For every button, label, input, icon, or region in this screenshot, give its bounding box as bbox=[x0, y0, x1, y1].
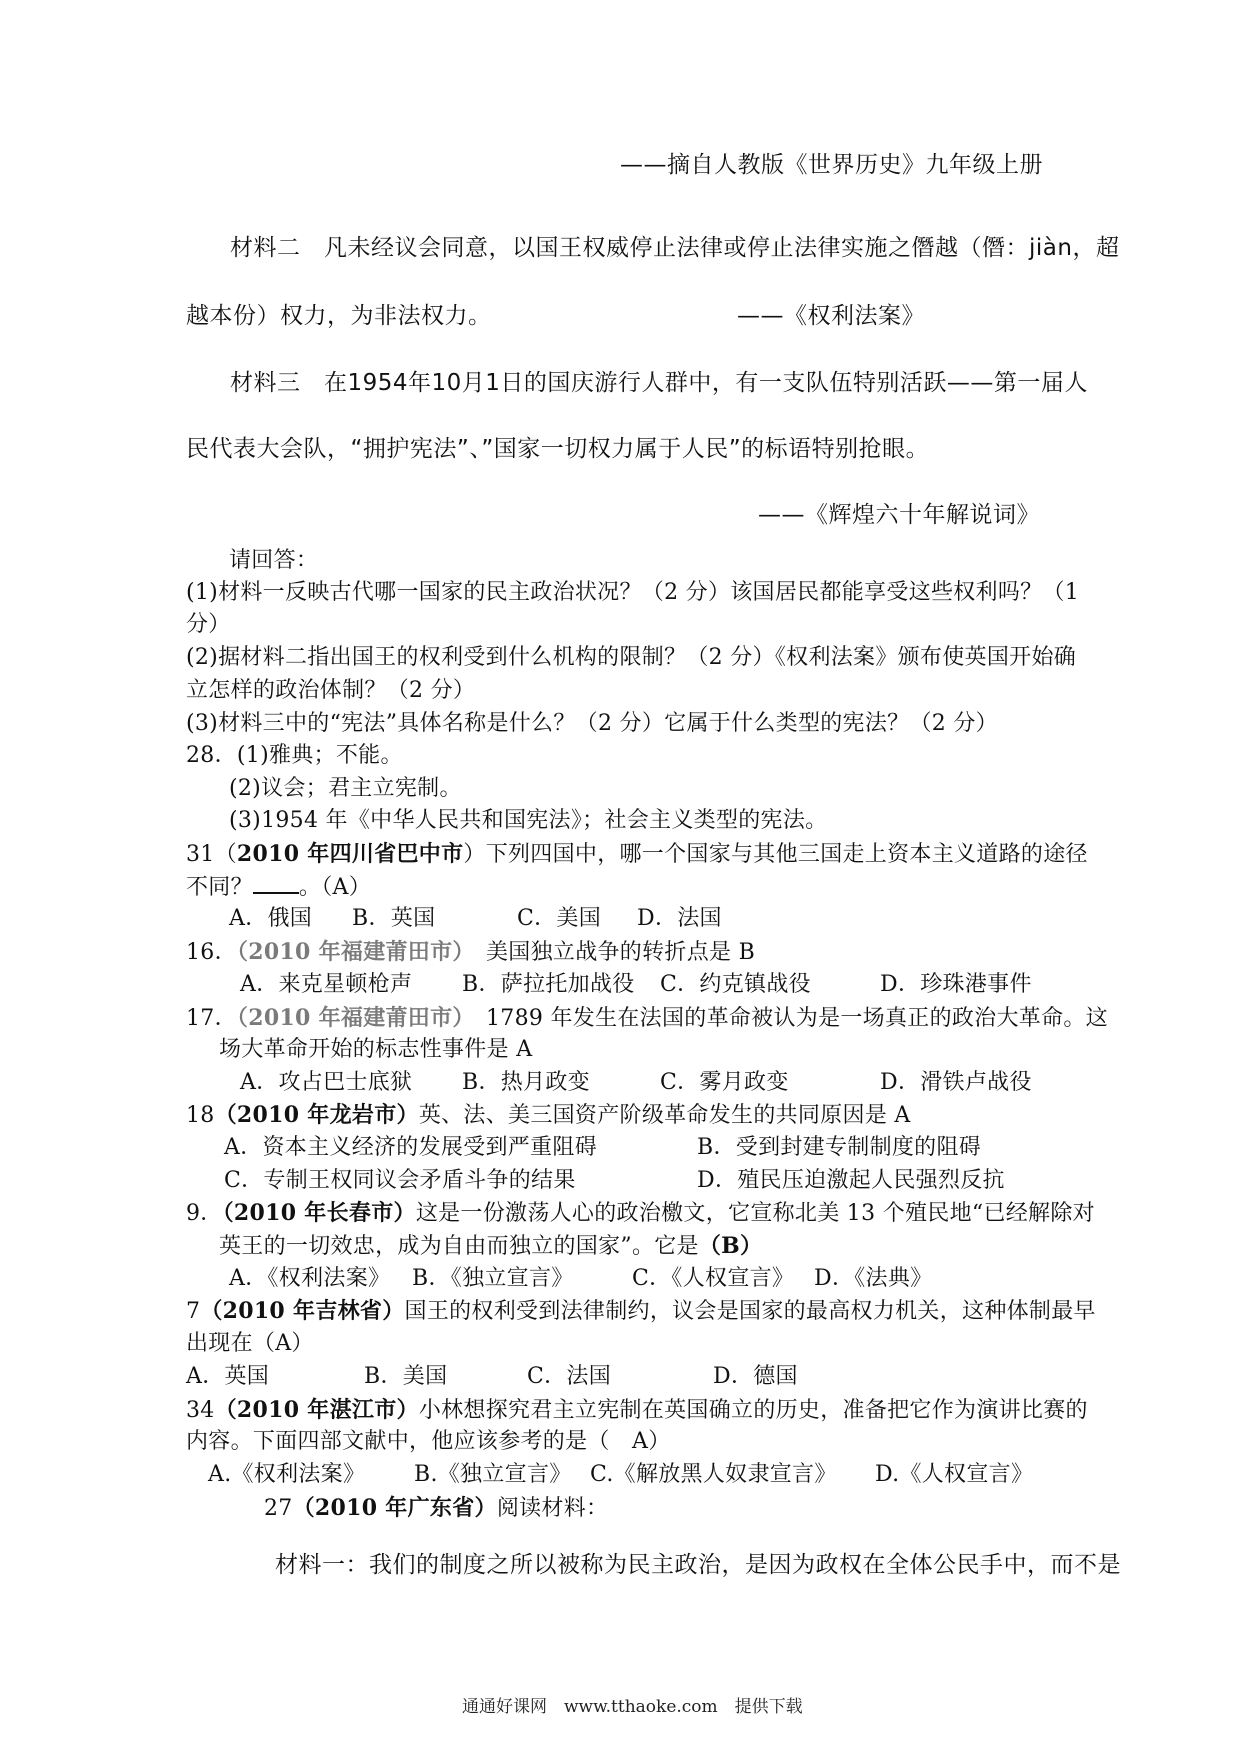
question-18-text: 英、法、美三国资产阶级革命发生的共同原因是 A bbox=[418, 1103, 911, 1128]
question-9-option-c: C．《人权宣言》 bbox=[632, 1266, 795, 1291]
question-9-source: （2010 年长春市） bbox=[222, 1200, 416, 1226]
question-16-option-a: A．来克星顿枪声 bbox=[240, 972, 413, 997]
question-31-text2: 不同？ bbox=[186, 875, 253, 900]
question-18-line1 bbox=[186, 1102, 911, 1129]
question-17-line2: 场大革命开始的标志性事件是 A bbox=[219, 1037, 533, 1062]
source-textbook: ——摘自人教版《世界历史》九年级上册 bbox=[620, 152, 1043, 178]
question-16-source: （2010 年福建莆田市） bbox=[236, 939, 464, 965]
answer-28-2: (2)议会；君主立宪制。 bbox=[229, 776, 462, 801]
question-17-option-a: A．攻占巴士底狱 bbox=[240, 1070, 413, 1095]
question-7-option-d: D．德国 bbox=[713, 1364, 798, 1389]
question-16-option-d: D．珍珠港事件 bbox=[880, 972, 1032, 997]
question-9-line2 bbox=[219, 1233, 762, 1260]
question-16-text: 美国独立战争的转折点是 B bbox=[463, 940, 756, 965]
question-9-text: 这是一份激荡人心的政治檄文，它宣称北美 13 个殖民地“已经解除对 bbox=[415, 1201, 1095, 1226]
question-7-number: 7 bbox=[186, 1299, 201, 1324]
question-18-option-b: B．受到封建专制制度的阻碍 bbox=[697, 1135, 982, 1160]
question-17-option-d: D．滑铁卢战役 bbox=[880, 1070, 1032, 1095]
question-31-answer: 。（A） bbox=[298, 875, 371, 900]
question-17-text: 1789 年发生在法国的革命被认为是一场真正的政治大革命。这 bbox=[463, 1006, 1108, 1031]
question-prompt: 请回答： bbox=[229, 548, 319, 573]
source-bill-of-rights: ——《权利法案》 bbox=[737, 303, 925, 329]
question-1-line2: 分） bbox=[186, 612, 231, 637]
question-7-line2: 出现在（A） bbox=[186, 1331, 314, 1356]
question-17-source: （2010 年福建莆田市） bbox=[236, 1005, 464, 1031]
question-7-line1 bbox=[186, 1298, 1096, 1325]
question-7-option-b: B．美国 bbox=[364, 1364, 448, 1389]
question-16-line1 bbox=[186, 939, 755, 966]
question-31-option-b: B．英国 bbox=[352, 906, 436, 931]
question-1-line1: (1)材料一反映古代哪一国家的民主政治状况？（2 分）该国居民都能享受这些权利吗？（1 bbox=[186, 580, 1080, 605]
question-9-option-b: B．《独立宣言》 bbox=[412, 1266, 574, 1291]
question-18-option-c: C．专制王权同议会矛盾斗争的结果 bbox=[224, 1168, 576, 1193]
question-31-number: 31（ bbox=[186, 842, 237, 867]
question-34-option-d: D.《人权宣言》 bbox=[875, 1462, 1034, 1487]
question-9-option-d: D．《法典》 bbox=[814, 1266, 933, 1291]
question-31-option-c: C．美国 bbox=[517, 906, 602, 931]
page-footer: 通通好课网 www.tthaoke.com 提供下载 bbox=[462, 1697, 803, 1717]
question-34-option-c: C.《解放黑人奴隶宣言》 bbox=[590, 1462, 837, 1487]
question-17-number: 17． bbox=[186, 1006, 237, 1031]
answer-28-1: 28．(1)雅典；不能。 bbox=[186, 743, 403, 768]
question-31-text: ）下列四国中，哪一个国家与其他三国走上资本主义道路的途径 bbox=[463, 842, 1088, 867]
source-sixty-years: ——《辉煌六十年解说词》 bbox=[758, 502, 1040, 528]
question-31-line1 bbox=[186, 841, 1088, 868]
question-9-answer: （B） bbox=[698, 1233, 763, 1259]
question-18-source: （2010 年龙岩市） bbox=[214, 1102, 419, 1128]
question-7-text: 国王的权利受到法律制约，议会是国家的最高权力机关，这种体制最早 bbox=[404, 1299, 1096, 1324]
question-9-number: 9． bbox=[186, 1201, 223, 1226]
question-2-line2: 立怎样的政治体制？（2 分） bbox=[186, 678, 476, 703]
question-18-option-d: D．殖民压迫激起人民强烈反抗 bbox=[697, 1168, 1005, 1193]
material-two-line2: 越本份）权力，为非法权力。 bbox=[186, 303, 492, 329]
question-34-line2: 内容。下面四部文献中，他应该参考的是（ A） bbox=[186, 1429, 671, 1454]
question-17-option-b: B．热月政变 bbox=[462, 1070, 590, 1095]
question-34-source: （2010 年湛江市） bbox=[214, 1397, 419, 1423]
question-27-number: 27 bbox=[264, 1496, 293, 1521]
question-16-option-c: C．约克镇战役 bbox=[660, 972, 811, 997]
question-16-number: 16． bbox=[186, 940, 237, 965]
question-18-option-a: A．资本主义经济的发展受到严重阻碍 bbox=[224, 1135, 597, 1160]
question-34-text: 小林想探究君主立宪制在英国确立的历史，准备把它作为演讲比赛的 bbox=[418, 1398, 1088, 1423]
question-27-text: 阅读材料： bbox=[496, 1496, 609, 1521]
material-three-line2: 民代表大会队，“拥护宪法”、”国家一切权力属于人民”的标语特别抢眼。 bbox=[186, 436, 930, 462]
answer-28-3: (3)1954 年《中华人民共和国宪法》；社会主义类型的宪法。 bbox=[229, 808, 828, 833]
question-18-number: 18 bbox=[186, 1103, 215, 1128]
answer-blank bbox=[253, 874, 299, 894]
question-31-line2 bbox=[186, 874, 371, 901]
question-31-option-a: A．俄国 bbox=[229, 906, 313, 931]
material-two-line1: 材料二 凡未经议会同意，以国王权威停止法律或停止法律实施之僭越（僭：jiàn，超 bbox=[230, 235, 1120, 261]
question-2-line1: (2)据材料二指出国王的权利受到什么机构的限制？（2 分）《权利法案》颁布使英国开始确 bbox=[186, 645, 1077, 670]
question-31-source: 2010 年四川省巴中市 bbox=[236, 841, 464, 867]
question-7-option-a: A．英国 bbox=[186, 1364, 270, 1389]
question-7-source: （2010 年吉林省） bbox=[200, 1298, 405, 1324]
material-three-line1: 材料三 在1954年10月1日的国庆游行人群中，有一支队伍特别活跃——第一届人 bbox=[230, 370, 1088, 396]
question-7-option-c: C．法国 bbox=[527, 1364, 612, 1389]
question-3-line1: (3)材料三中的“宪法”具体名称是什么？（2 分）它属于什么类型的宪法？（2 分） bbox=[186, 711, 998, 736]
question-9-line1 bbox=[186, 1200, 1095, 1227]
question-17-line1 bbox=[186, 1005, 1108, 1032]
question-16-option-b: B．萨拉托加战役 bbox=[462, 972, 635, 997]
question-34-line1 bbox=[186, 1397, 1088, 1424]
question-27-line1 bbox=[264, 1495, 608, 1522]
question-34-number: 34 bbox=[186, 1398, 215, 1423]
question-27-source: （2010 年广东省） bbox=[292, 1495, 497, 1521]
question-9-option-a: A．《权利法案》 bbox=[229, 1266, 391, 1291]
question-9-text2: 英王的一切效忠，成为自由而独立的国家”。它是 bbox=[219, 1234, 699, 1259]
question-34-option-b: B.《独立宣言》 bbox=[414, 1462, 572, 1487]
question-27-material-one: 材料一：我们的制度之所以被称为民主政治，是因为政权在全体公民手中，而不是 bbox=[275, 1552, 1121, 1578]
question-17-option-c: C．雾月政变 bbox=[660, 1070, 789, 1095]
question-31-option-d: D．法国 bbox=[637, 906, 722, 931]
question-34-option-a: A.《权利法案》 bbox=[208, 1462, 366, 1487]
